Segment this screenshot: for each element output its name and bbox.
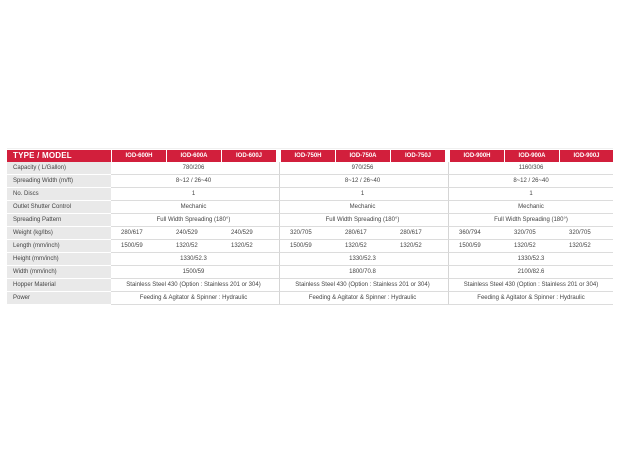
spec-row (7, 214, 613, 227)
spec-label: No. Discs (7, 188, 111, 201)
spec-value: 970/256 (280, 162, 445, 175)
spec-value: 1500/59 (111, 240, 166, 253)
model-header: IOD-600H (111, 150, 166, 162)
spec-row (7, 201, 613, 214)
spec-value: 1320/52 (335, 240, 390, 253)
spec-value: Feeding & Agitator & Spinner : Hydraulic (449, 292, 613, 305)
spec-value: 1320/52 (504, 240, 559, 253)
spec-value: Feeding & Agitator & Spinner : Hydraulic (111, 292, 276, 305)
spec-row (7, 240, 613, 253)
header-row (7, 150, 613, 162)
spec-value: 320/705 (280, 227, 335, 240)
spec-value: 1320/52 (559, 240, 613, 253)
spec-value: 320/705 (559, 227, 613, 240)
spec-label: Weight (kg/lbs) (7, 227, 111, 240)
spec-value: 1330/52.3 (449, 253, 613, 266)
spec-value: 1320/52 (221, 240, 276, 253)
spec-value: Stainless Steel 430 (Option : Stainless 201 or 304) (449, 279, 613, 292)
spec-value: 240/529 (221, 227, 276, 240)
spec-row (7, 279, 613, 292)
model-header: IOD-750H (280, 150, 335, 162)
spec-label: Capacity ( L/Gallon) (7, 162, 111, 175)
spec-value: Full Width Spreading (180°) (449, 214, 613, 227)
model-header: IOD-600J (221, 150, 276, 162)
spec-label: Spreading Width (m/ft) (7, 175, 111, 188)
type-model-header: TYPE / MODEL (7, 150, 111, 162)
spec-row (7, 266, 613, 279)
spec-label: Hopper Material (7, 279, 111, 292)
spec-value: 1500/59 (111, 266, 276, 279)
spec-value: Full Width Spreading (180°) (280, 214, 445, 227)
spec-value: 280/617 (111, 227, 166, 240)
model-header: IOD-900J (559, 150, 613, 162)
spec-label: Outlet Shutter Control (7, 201, 111, 214)
model-header: IOD-600A (166, 150, 221, 162)
spec-value: 320/705 (504, 227, 559, 240)
spec-value: 1160/306 (449, 162, 613, 175)
top-rule (7, 148, 613, 149)
spec-value: 1500/59 (280, 240, 335, 253)
spec-value: 2100/82.6 (449, 266, 613, 279)
spec-value: 1800/70.8 (280, 266, 445, 279)
model-header: IOD-750J (390, 150, 445, 162)
spec-value: Feeding & Agitator & Spinner : Hydraulic (280, 292, 445, 305)
spec-value: Stainless Steel 430 (Option : Stainless 201 or 304) (111, 279, 276, 292)
spec-value: 8~12 / 26~40 (449, 175, 613, 188)
spec-row (7, 292, 613, 305)
spec-label: Power (7, 292, 111, 305)
spec-value: Full Width Spreading (180°) (111, 214, 276, 227)
spec-row (7, 188, 613, 201)
spec-value: 1320/52 (166, 240, 221, 253)
spec-row (7, 162, 613, 175)
spec-value: 1 (280, 188, 445, 201)
spec-value: 280/617 (390, 227, 445, 240)
spec-value: Mechanic (111, 201, 276, 214)
spec-value: 280/617 (335, 227, 390, 240)
spec-value: 1330/52.3 (111, 253, 276, 266)
spec-row (7, 175, 613, 188)
spec-value: 8~12 / 26~40 (111, 175, 276, 188)
spec-label: Height (mm/inch) (7, 253, 111, 266)
spec-label: Spreading Pattern (7, 214, 111, 227)
spec-label: Length (mm/inch) (7, 240, 111, 253)
spec-value: 8~12 / 26~40 (280, 175, 445, 188)
model-header: IOD-900H (449, 150, 504, 162)
spec-value: 1 (449, 188, 613, 201)
spec-row (7, 227, 613, 240)
spec-value: 240/529 (166, 227, 221, 240)
spec-value: 1320/52 (390, 240, 445, 253)
spec-label: Width (mm/inch) (7, 266, 111, 279)
spec-value: Mechanic (280, 201, 445, 214)
spec-value: 1330/52.3 (280, 253, 445, 266)
spec-body (7, 162, 613, 305)
spec-value: 1500/59 (449, 240, 504, 253)
model-header: IOD-900A (504, 150, 559, 162)
spec-value: 1 (111, 188, 276, 201)
spec-table (7, 150, 613, 305)
spec-value: 360/794 (449, 227, 504, 240)
spec-value: Stainless Steel 430 (Option : Stainless 201 or 304) (280, 279, 445, 292)
spec-value: Mechanic (449, 201, 613, 214)
spec-row (7, 253, 613, 266)
spec-value: 780/206 (111, 162, 276, 175)
model-header: IOD-750A (335, 150, 390, 162)
